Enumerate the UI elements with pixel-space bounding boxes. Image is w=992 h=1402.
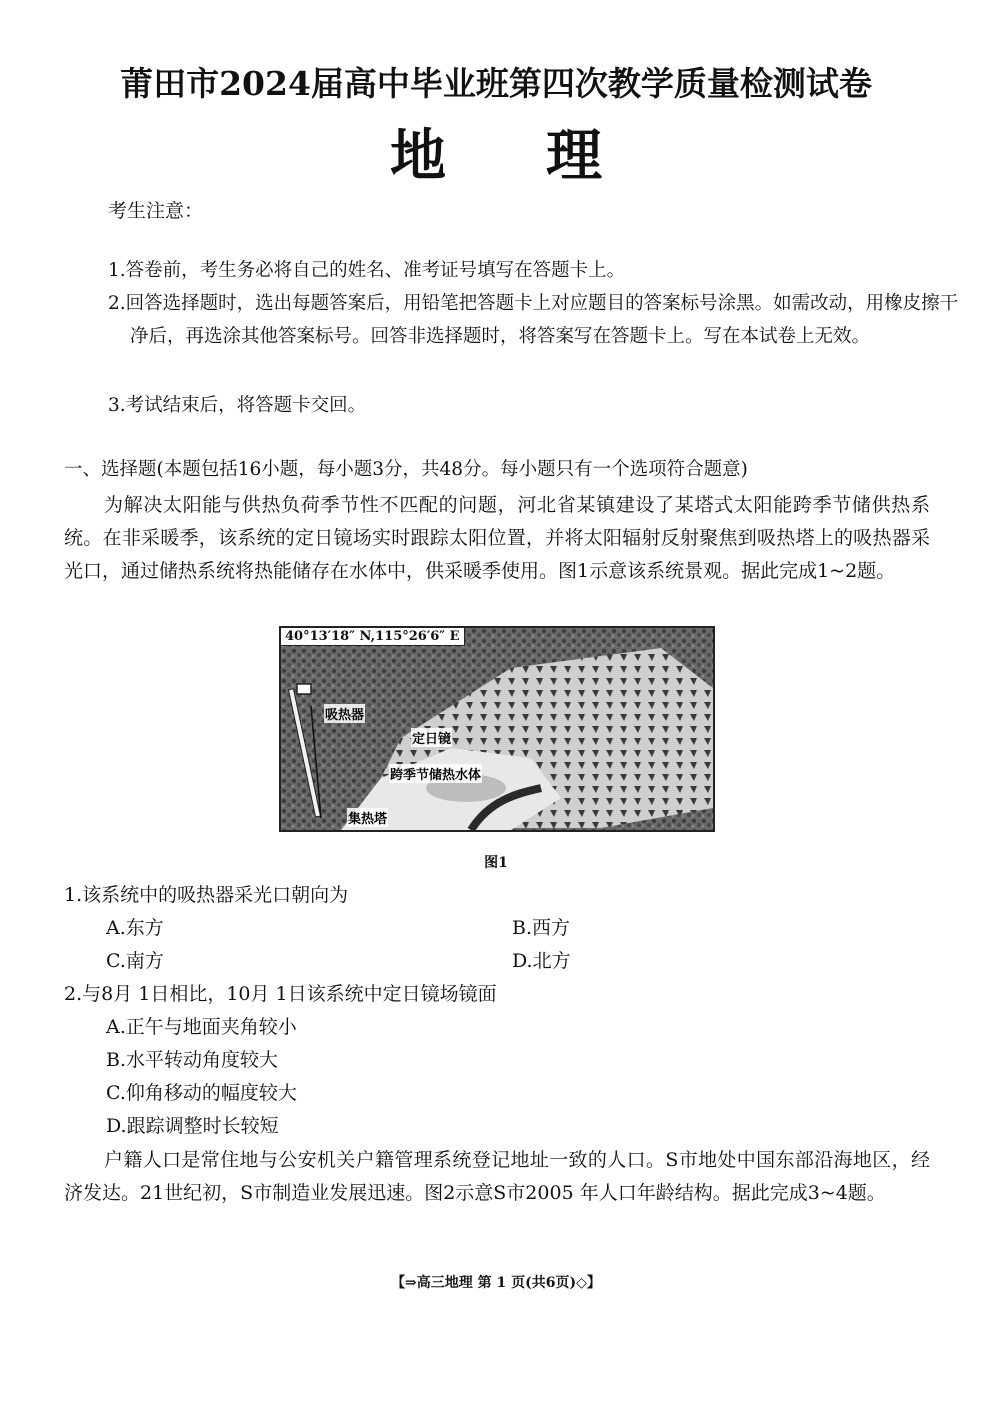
notice-heading: 考生注意： — [108, 200, 204, 222]
notice-item: 2.回答选择题时，选出每题答案后，用铅笔把答题卡上对应题目的答案标号涂黑。如需改动，用橡皮擦干净后，再选涂其他答案标号。回答非选择题时，将答案写在答题卡上。写在本试卷上无效。 — [108, 293, 959, 347]
absorber-shape — [297, 684, 311, 694]
q2-option-d: D.跟踪调整时长较短 — [106, 1115, 279, 1137]
q2-option-a: A.正午与地面夹角较小 — [106, 1016, 297, 1038]
label-tower: 集热塔 — [347, 808, 388, 827]
q2-option-c: C.仰角移动的幅度较大 — [106, 1082, 297, 1104]
q1-option-a: A.东方 — [106, 917, 164, 939]
label-heliostat: 定日镜 — [411, 728, 452, 747]
figure-coordinates: 40°13′18″ N,115°26′6″ E — [281, 628, 465, 646]
label-absorber: 吸热器 — [324, 704, 365, 723]
figure-caption: 图1 — [484, 855, 508, 871]
figure-1-photo — [279, 626, 715, 832]
section-heading: 一、选择题(本题包括16小题，每小题3分，共48分。每小题只有一个选项符合题意) — [64, 459, 748, 480]
solar-field-illustration — [281, 628, 713, 830]
q2-option-b: B.水平转动角度较大 — [106, 1049, 279, 1071]
passage-1: 为解决太阳能与供热负荷季节性不匹配的问题，河北省某镇建设了某塔式太阳能跨季节储供热系统。在非采暖季，该系统的定日镜场实时跟踪太阳位置，并将太阳辐射反射聚焦到吸热塔上的吸热器采光口，通过储热系统将热能储存在水体中，供采暖季使用。图1示意该系统景观。据此完成1~2题。 — [64, 494, 930, 582]
q1-option-d: D.北方 — [512, 950, 571, 972]
q1-option-b: B.西方 — [512, 917, 571, 939]
exam-title: 莆田市2024届高中毕业班第四次教学质量检测试卷 — [120, 64, 872, 103]
question-1-stem: 1.该系统中的吸热器采光口朝向为 — [64, 884, 349, 906]
q1-option-c: C.南方 — [106, 950, 164, 972]
label-water-body: 跨季节储热水体 — [389, 764, 482, 783]
page-footer: 【⇒高三地理 第 1 页(共6页)◇】 — [391, 1275, 601, 1291]
question-2-stem: 2.与8月 1日相比，10月 1日该系统中定日镜场镜面 — [64, 983, 497, 1005]
passage-2: 户籍人口是常住地与公安机关户籍管理系统登记地址一致的人口。S市地处中国东部沿海地区，经济发达。21世纪初，S市制造业发展迅速。图2示意S市2005 年人口年龄结构。据此完成3~4题。 — [64, 1149, 930, 1204]
subject-title: 地理 — [390, 123, 702, 189]
notice-item: 1.答卷前，考生务必将自己的姓名、准考证号填写在答题卡上。 — [108, 260, 626, 281]
notice-item: 3.考试结束后，将答题卡交回。 — [108, 395, 367, 416]
